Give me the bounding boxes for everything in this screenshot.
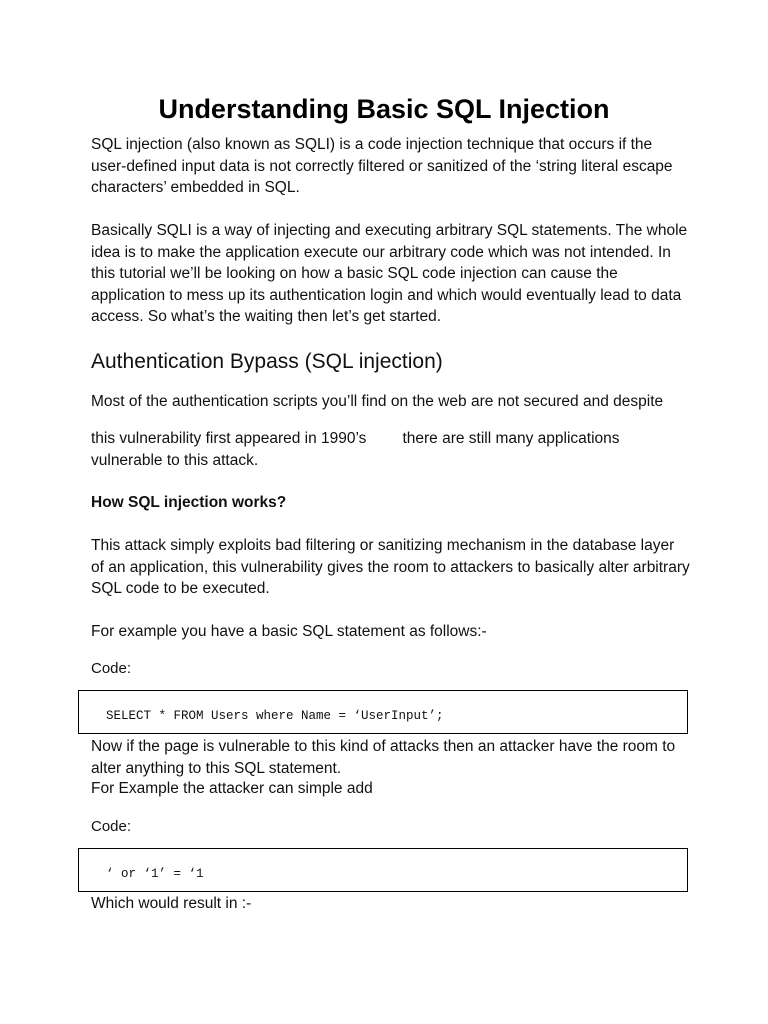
code-label-2: Code: [91,818,132,835]
auth-paragraph-2 [91,428,691,471]
after-code-paragraph: Now if the page is vulnerable to this kind of attacks then an attacker have the room to alter anything to this SQL statement. [91,738,676,777]
auth-paragraph-1: Most of the authentication scripts you’ll find on the web are not secured and despite [91,393,664,410]
result-line: Which would result in :- [91,895,252,912]
code-text-1: SELECT * FROM Users where Name = ‘UserInput’; [106,709,444,723]
example-add-line: For Example the attacker can simple add [91,780,373,797]
intro-paragraph-2: Basically SQLI is a way of injecting and executing arbitrary SQL statements. The whole idea is to make the application execute our arbitrary code which was not intended. In this tutorial we’ll be looking on how a basic SQL code injection can cause the application to mess up its authentication login and which would eventually lead to data access. So what’s the waiting then let’s get started. [91,222,688,325]
example-intro: For example you have a basic SQL statement as follows:- [91,623,487,640]
works-paragraph: This attack simply exploits bad filtering or sanitizing mechanism in the database layer of an application, this vulnerability gives the room to attackers to basically alter arbitrary SQL code to be executed. [91,537,690,597]
intro-paragraph-1: SQL injection (also known as SQLI) is a code injection technique that occurs if the user-defined input data is not correctly filtered or sanitized of the ‘string literal escape characters’ embedded in SQL. [91,136,673,196]
subheading-how-sql-injection-works: How SQL injection works? [91,494,287,511]
code-label-1: Code: [91,660,132,677]
document-title: Understanding Basic SQL Injection [158,94,610,124]
code-block-1 [78,690,688,734]
auth-paragraph-2-part-1: this vulnerability first appeared in 1990’s [91,430,367,447]
code-text-2: ‘ or ‘1’ = ‘1 [106,867,204,881]
section-heading-authentication-bypass: Authentication Bypass (SQL injection) [91,350,443,373]
auth-paragraph-2-part-2: there are still many applications vulnerable to this attack. [91,430,620,469]
code-block-2 [78,848,688,892]
